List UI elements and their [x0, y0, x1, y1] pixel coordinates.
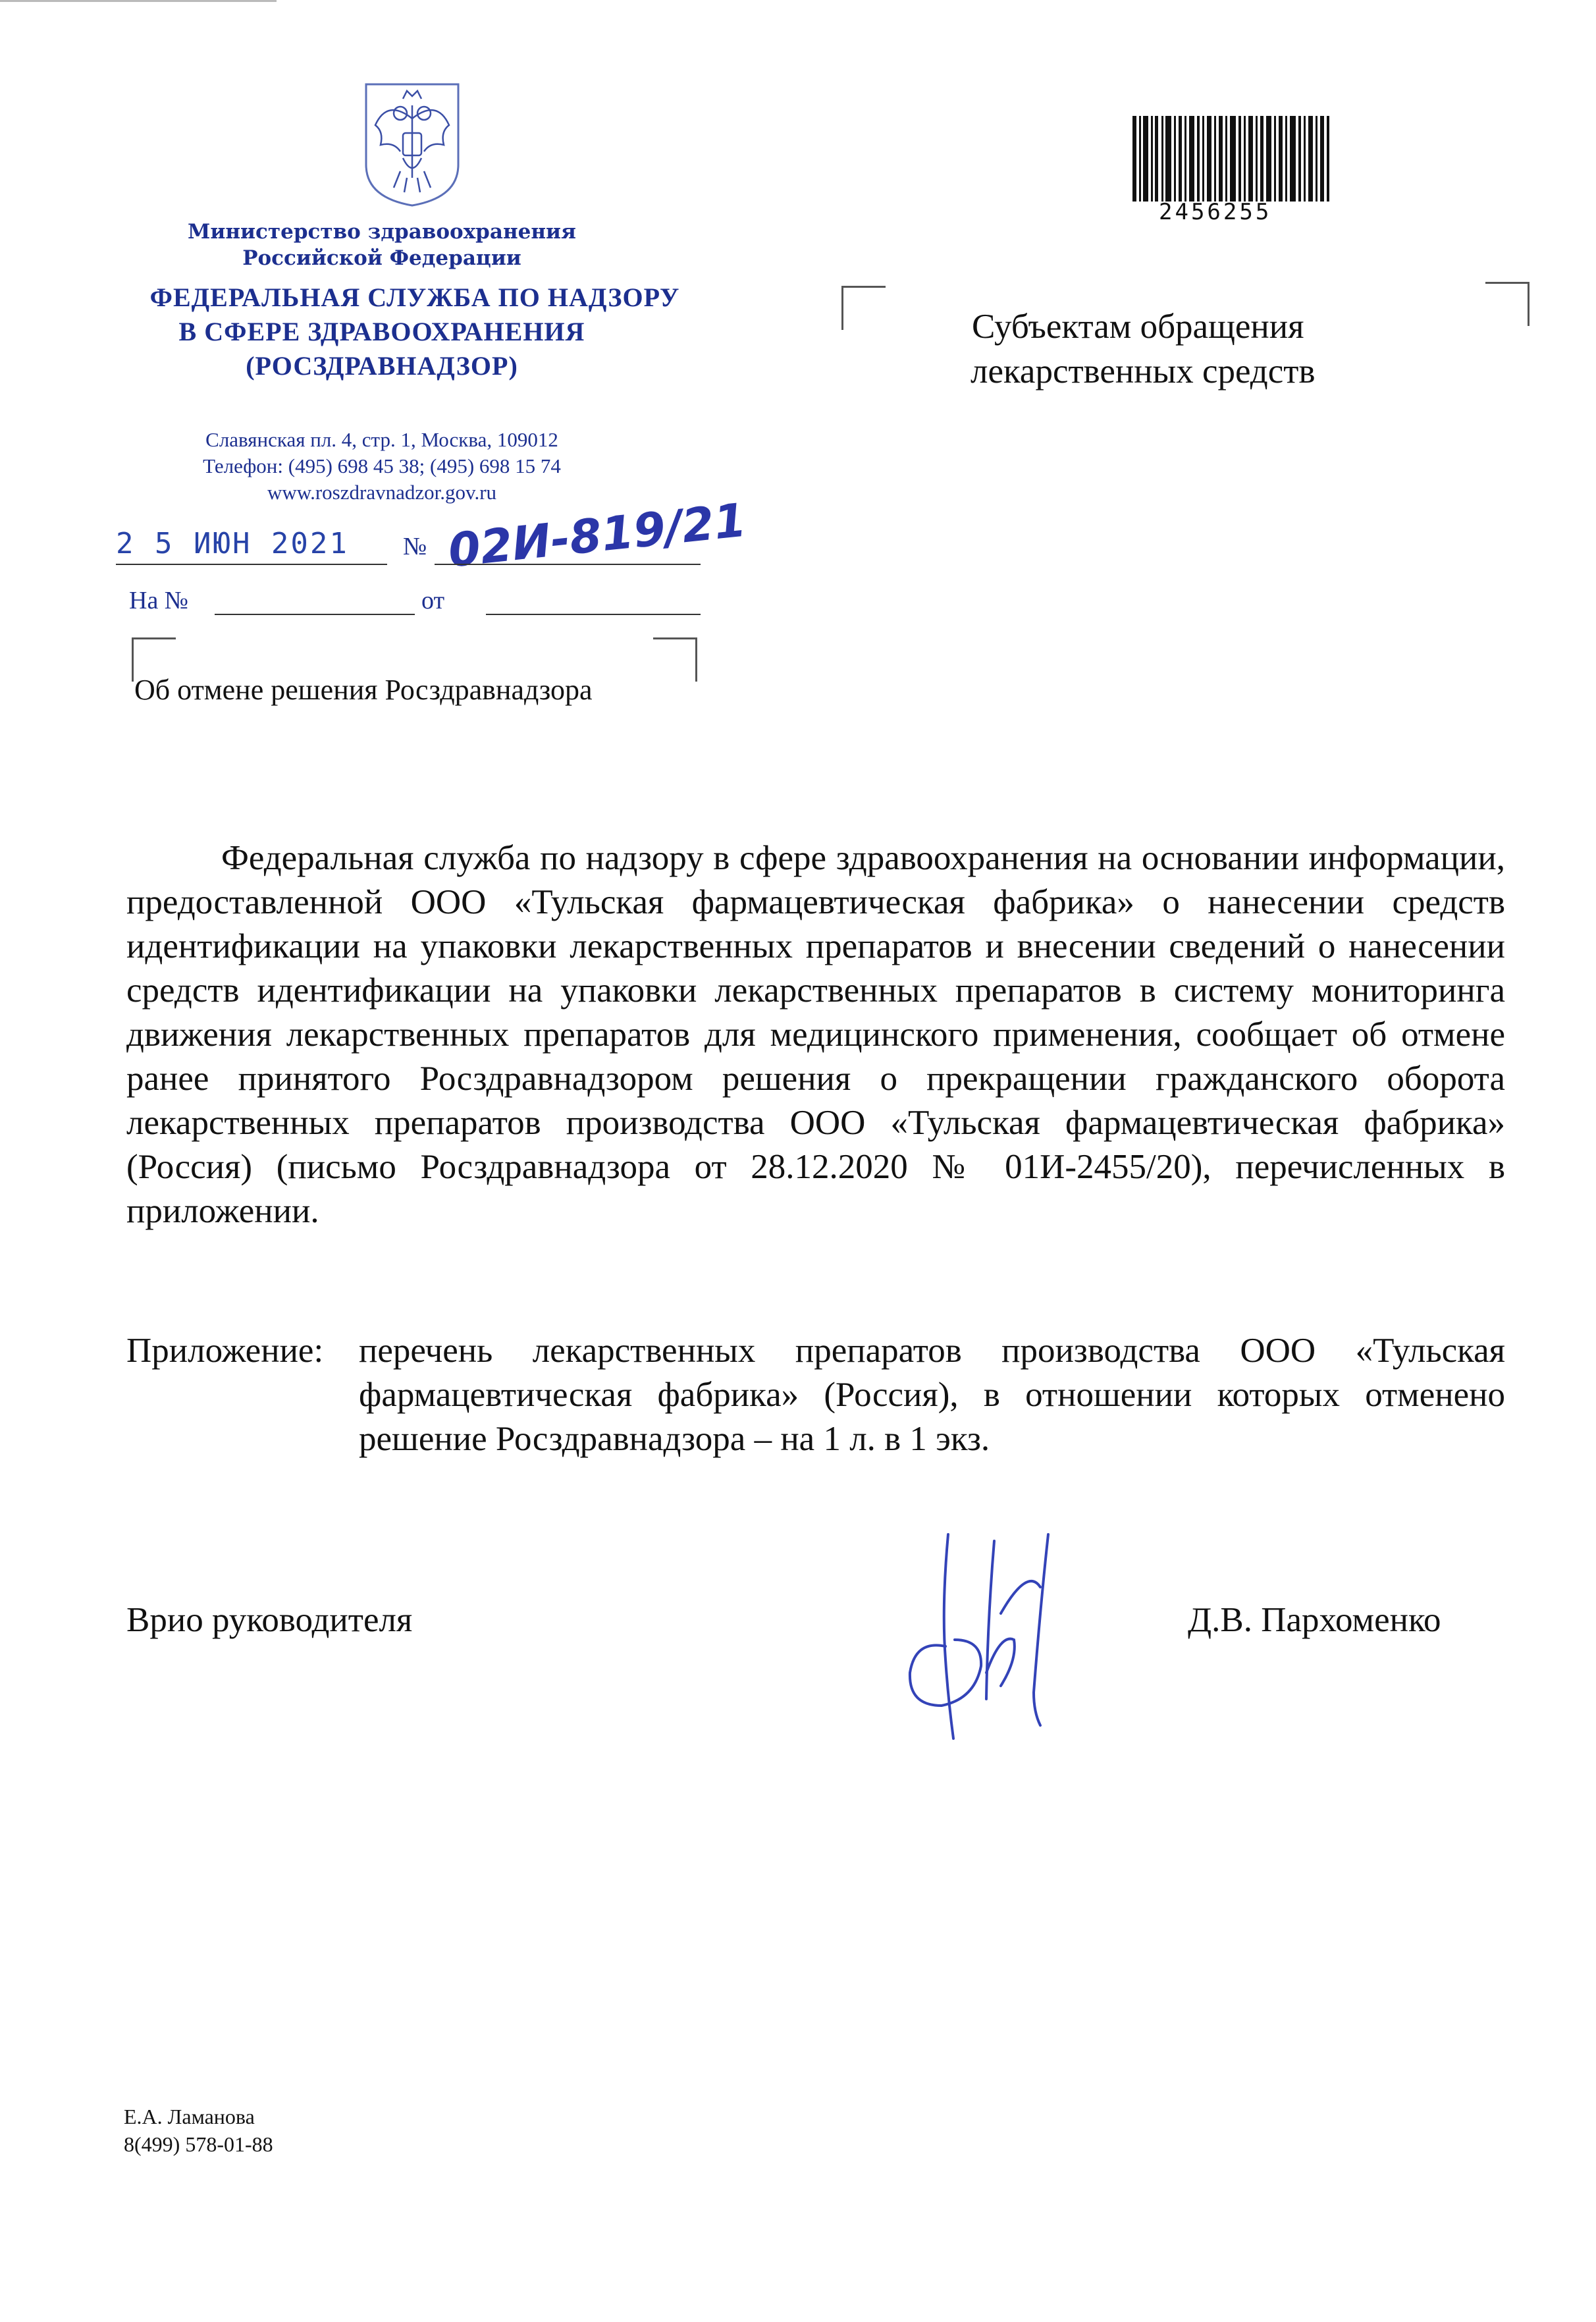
- subject-bracket-right: [653, 637, 697, 682]
- letter-body: [126, 836, 1505, 1233]
- ministry-name-line1: Министерство здравоохранения: [188, 220, 576, 244]
- signer-name: Д.В. Пархоменко: [1188, 1601, 1441, 1639]
- executor-phone: 8(499) 578-01-88: [124, 2132, 273, 2156]
- executor-name: Е.А. Ламанова: [124, 2105, 255, 2128]
- russian-coat-of-arms-emblem: [361, 79, 464, 208]
- recipient-line2: лекарственных средств: [971, 352, 1316, 391]
- subject-line: Об отмене решения Росздравнадзора: [134, 674, 593, 706]
- website: www.roszdravnadzor.gov.ru: [267, 481, 497, 504]
- number-underline: [435, 564, 701, 565]
- recipient-bracket-right: [1485, 282, 1530, 326]
- handwritten-signature: [902, 1528, 1060, 1745]
- appendix-text: перечень лекарственных препаратов производства ООО «Тульская фармацевтическая фабрика» (Россия), в отношении которых отменено решение Росздравнадзора – на 1 л. в 1 экз.: [359, 1332, 1505, 1458]
- reply-to-label: На №: [129, 587, 189, 614]
- date-stamp: 2 5 ИЮН 2021: [116, 527, 349, 560]
- recipient-line1: Субъектам обращения: [972, 308, 1304, 346]
- barcode-number: 2456255: [1159, 199, 1272, 225]
- reply-number-field: [215, 614, 415, 615]
- ministry-name-line2: Российской Федерации: [242, 246, 521, 270]
- registration-number: 02И-819/21: [445, 493, 749, 578]
- recipient-bracket-left: [841, 286, 886, 330]
- number-sign: №: [403, 533, 427, 560]
- address: Славянская пл. 4, стр. 1, Москва, 109012: [205, 428, 558, 451]
- barcode: [1132, 116, 1330, 202]
- service-name-line3: (РОСЗДРАВНАДЗОР): [246, 351, 518, 381]
- service-name-line1: ФЕДЕРАЛЬНАЯ СЛУЖБА ПО НАДЗОРУ: [149, 283, 680, 312]
- reply-date-field: [486, 614, 701, 615]
- date-underline: [116, 564, 387, 565]
- service-name-line2: В СФЕРЕ ЗДРАВООХРАНЕНИЯ: [178, 317, 585, 346]
- signer-position: Врио руководителя: [126, 1601, 413, 1639]
- letter-body-paragraph: Федеральная служба по надзору в сфере здравоохранения на основании информации, предоставленной ООО «Тульская фармацевтическая фабрика» о нанесении средств идентификации на упаковки лекарственных препаратов и внесении сведений о нанесении средств идентификации на упаковки лекарственных препаратов в систему мониторинга движения лекарственных препаратов для медицинского применения, сообщает об отмене ранее принятого Росздравнадзором решения о прекращении гражданского оборота лекарственных препаратов производства ООО «Тульская фармацевтическая фабрика» (Россия) (письмо Росздравнадзора от 28.12.2020 № 01И-2455/20), перечисленных в приложении.: [126, 839, 1505, 1230]
- phone-numbers: Телефон: (495) 698 45 38; (495) 698 15 74: [203, 454, 561, 477]
- scan-edge-mark: [0, 0, 277, 2]
- appendix-label: Приложение:: [126, 1332, 324, 1370]
- from-label: от: [421, 587, 445, 614]
